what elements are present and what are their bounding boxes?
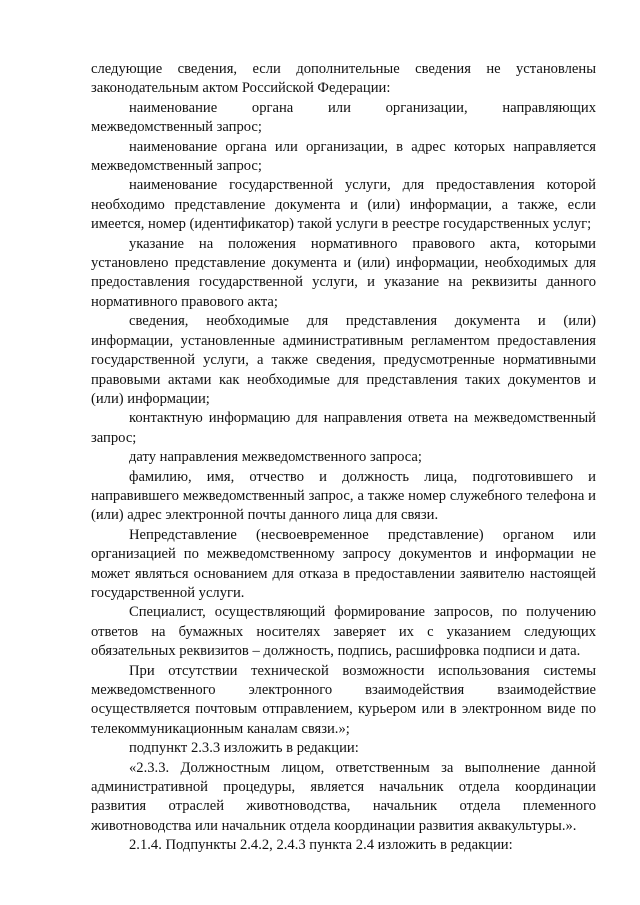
paragraph-clause-2-3-3: «2.3.3. Должностным лицом, ответственным за выполнение данной административной процедуры, является начальник отдела координации развития отраслей животноводства, начальник отдела племенного животноводства или начальник отдела координации развития аквакультуры.». — [91, 759, 596, 834]
list-item-requesting-body: наименование органа или организации, направляющих межведомственный запрос; — [91, 99, 596, 136]
list-item-contact-info: контактную информацию для направления ответа на межведомственный запрос; — [91, 410, 596, 446]
document-page — [91, 60, 596, 856]
paragraph-specialist: Специалист, осуществляющий формирование запросов, по получению ответов на бумажных носителях заверяет их с указанием следующих обязательных реквизитов – должность, подпись, расшифровка подписи и дата. — [91, 604, 596, 660]
list-item-required-info: сведения, необходимые для представления документа и (или) информации, установленные административным регламентом предоставления государственной услуги, а также сведения, предусмотренные нормативными правовыми актами как необходимые для представления таких документов и (или) информации; — [91, 313, 596, 407]
list-item-receiving-body: наименование органа или организации, в адрес которых направляется межведомственный запрос; — [91, 138, 596, 175]
paragraph-intro: следующие сведения, если дополнительные сведения не установлены законодательным актом Российской Федерации: — [91, 61, 596, 97]
paragraph-non-provision: Непредставление (несвоевременное представление) органом или организацией по межведомственному запросу документов и информации не может являться основанием для отказа в предоставлении заявителю настоящей государственной услуги. — [91, 526, 596, 601]
paragraph-clause-2-1-4: 2.1.4. Подпункты 2.4.2, 2.4.3 пункта 2.4 изложить в редакции: — [129, 837, 513, 854]
list-item-legal-act: указание на положения нормативного правового акта, которыми установлено представление документа и (или) информации, необходимых для предоставления государственной услуги, и указание на реквизиты данного нормативного правового акта; — [91, 235, 596, 310]
list-item-service-name: наименование государственной услуги, для предоставления которой необходимо представление документа и (или) информации, а также, если имеется, номер (идентификатор) такой услуги в реестре государственных услуг; — [91, 177, 596, 233]
list-item-responsible-person: фамилию, имя, отчество и должность лица, подготовившего и направившего межведомственный запрос, а также номер служебного телефона и (или) адрес электронной почты данного лица для связи. — [91, 468, 596, 524]
paragraph-no-technical-means: При отсутствии технической возможности использования системы межведомственного электронного взаимодействия взаимодействие осуществляется почтовым отправлением, курьером или в электронном виде по телекоммуникационным каналам связи.»; — [91, 662, 596, 737]
paragraph-subclause-intro: подпункт 2.3.3 изложить в редакции: — [129, 740, 359, 757]
list-item-request-date: дату направления межведомственного запроса; — [129, 449, 422, 466]
